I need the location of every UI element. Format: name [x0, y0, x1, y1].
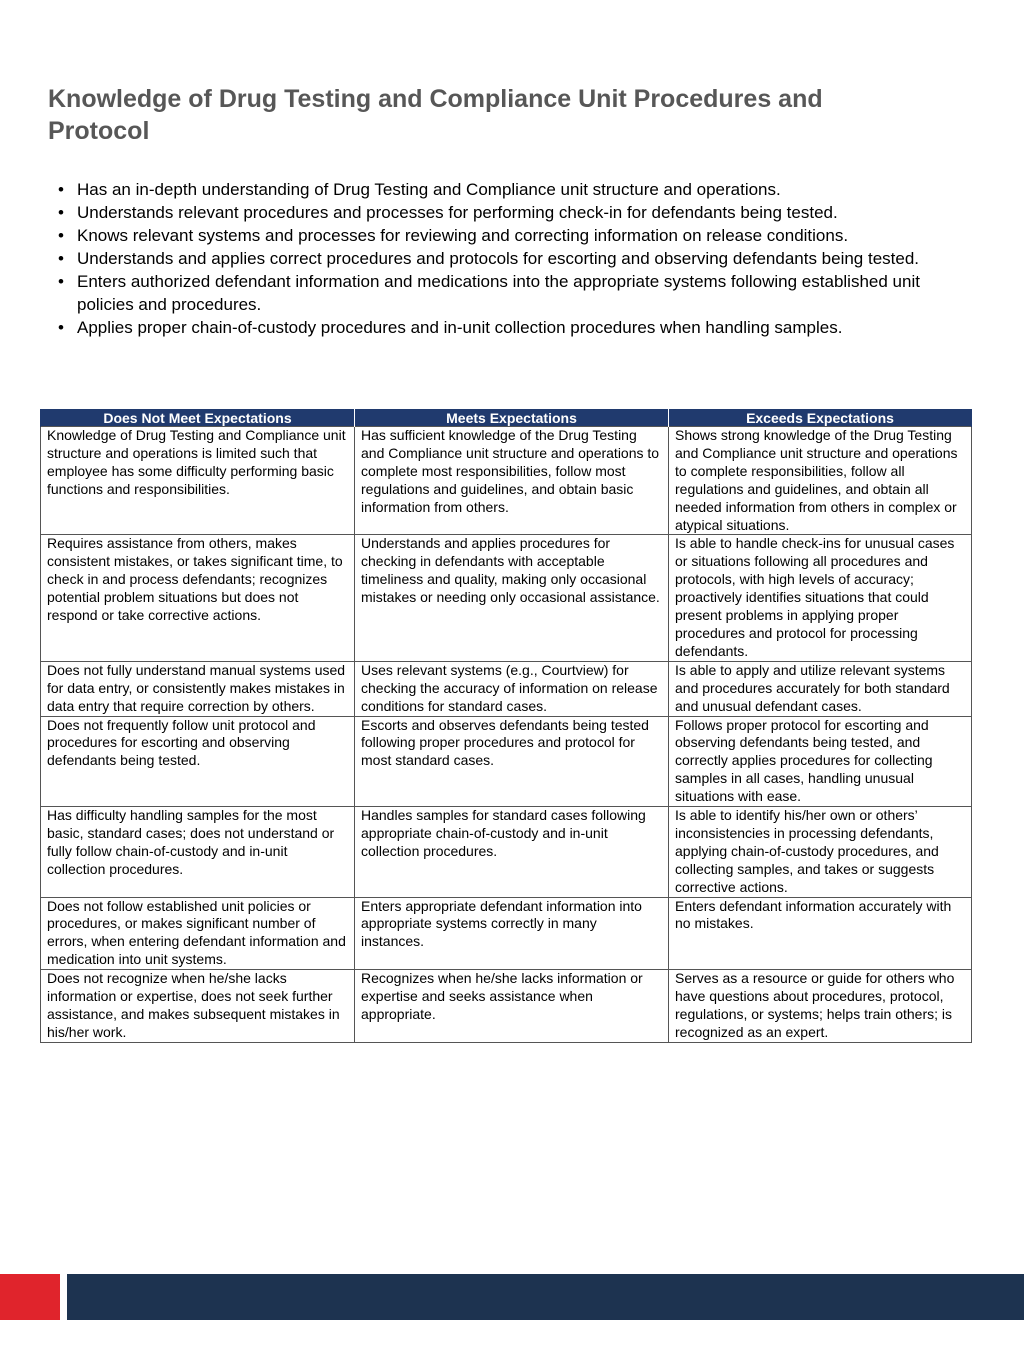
cell-exceeds: Enters defendant information accurately with no mistakes. [669, 897, 972, 970]
table-row [41, 427, 972, 535]
bullet-item [58, 316, 978, 339]
table-row [41, 970, 972, 1043]
header-meets: Meets Expectations [355, 409, 669, 427]
bullet-text: Applies proper chain-of-custody procedures and in-unit collection procedures when handling samples. [77, 318, 843, 337]
cell-does-not-meet: Does not follow established unit policies or procedures, or makes significant number of errors, when entering defendant information and medication into unit systems. [41, 897, 355, 970]
table-header-row [41, 409, 972, 427]
expectations-rubric-table [40, 409, 972, 1043]
bullet-icon: • [58, 318, 64, 337]
cell-meets: Understands and applies procedures for checking in defendants with acceptable timeliness and quality, making only occasional mistakes or needing only occasional assistance. [355, 535, 669, 661]
cell-exceeds: Is able to apply and utilize relevant systems and procedures accurately for both standard and unusual defendant cases. [669, 661, 972, 716]
cell-exceeds: Is able to identify his/her own or others’ inconsistencies in processing defendants, applying chain-of-custody procedures, and collecting samples, and takes or suggests corrective actions. [669, 807, 972, 898]
bullet-item [58, 270, 978, 316]
bullet-item [58, 247, 978, 270]
table-row [41, 807, 972, 898]
cell-exceeds: Follows proper protocol for escorting and observing defendants being tested, and correctly applies procedures for collecting samples in all cases, handling unusual situations with ease. [669, 716, 972, 807]
cell-exceeds: Shows strong knowledge of the Drug Testing and Compliance unit structure and operations to complete responsibilities, follow all regulations and guidelines, and obtain all needed information from others in complex or atypical situations. [669, 427, 972, 535]
cell-does-not-meet: Has difficulty handling samples for the most basic, standard cases; does not understand or fully follow chain-of-custody and in-unit collection procedures. [41, 807, 355, 898]
cell-meets: Enters appropriate defendant information into appropriate systems correctly in many instances. [355, 897, 669, 970]
table-row [41, 716, 972, 807]
bullet-text: Understands relevant procedures and processes for performing check-in for defendants being tested. [77, 203, 838, 222]
cell-does-not-meet: Does not fully understand manual systems used for data entry, or consistently makes mistakes in data entry that require correction by others. [41, 661, 355, 716]
cell-does-not-meet: Requires assistance from others, makes consistent mistakes, or takes significant time, to check in and process defendants; recognizes potential problem situations but does not respond or take corrective actions. [41, 535, 355, 661]
bullet-item [58, 201, 978, 224]
cell-exceeds: Is able to handle check-ins for unusual cases or situations following all procedures and protocols, with high levels of accuracy; proactively identifies situations that could present problems in applying proper procedures and protocol for processing defendants. [669, 535, 972, 661]
cell-meets: Recognizes when he/she lacks information or expertise and seeks assistance when appropriate. [355, 970, 669, 1043]
footer-navy-bar [67, 1274, 1024, 1320]
cell-meets: Escorts and observes defendants being tested following proper procedures and protocol for most standard cases. [355, 716, 669, 807]
bullet-text: Has an in-depth understanding of Drug Testing and Compliance unit structure and operations. [77, 180, 781, 199]
table-row [41, 897, 972, 970]
bullet-item [58, 178, 978, 201]
header-exceeds: Exceeds Expectations [669, 409, 972, 427]
cell-meets: Has sufficient knowledge of the Drug Testing and Compliance unit structure and operations to complete most responsibilities, follow most regulations and guidelines, and obtain basic information from others. [355, 427, 669, 535]
cell-does-not-meet: Knowledge of Drug Testing and Compliance unit structure and operations is limited such that employee has some difficulty performing basic functions and responsibilities. [41, 427, 355, 535]
bullet-icon: • [58, 180, 64, 199]
header-does-not-meet: Does Not Meet Expectations [41, 409, 355, 427]
bullet-text: Understands and applies correct procedures and protocols for escorting and observing defendants being tested. [77, 249, 920, 268]
cell-does-not-meet: Does not recognize when he/she lacks information or expertise, does not seek further assistance, and makes subsequent mistakes in his/her work. [41, 970, 355, 1043]
footer-red-accent-bar [0, 1274, 60, 1320]
cell-meets: Uses relevant systems (e.g., Courtview) for checking the accuracy of information on release conditions for standard cases. [355, 661, 669, 716]
competency-bullet-list [58, 178, 978, 339]
cell-meets: Handles samples for standard cases following appropriate chain-of-custody and in-unit collection procedures. [355, 807, 669, 898]
bullet-text: Enters authorized defendant information and medications into the appropriate systems following established unit policies and procedures. [77, 272, 920, 314]
bullet-icon: • [58, 203, 64, 222]
bullet-item [58, 224, 978, 247]
bullet-icon: • [58, 226, 64, 245]
cell-exceeds: Serves as a resource or guide for others who have questions about procedures, protocol, regulations, or systems; helps train others; is recognized as an expert. [669, 970, 972, 1043]
cell-does-not-meet: Does not frequently follow unit protocol and procedures for escorting and observing defendants being tested. [41, 716, 355, 807]
table-row [41, 535, 972, 661]
bullet-text: Knows relevant systems and processes for reviewing and correcting information on release conditions. [77, 226, 849, 245]
bullet-icon: • [58, 249, 64, 268]
page-title: Knowledge of Drug Testing and Compliance Unit Procedures and Protocol [48, 85, 823, 145]
bullet-icon: • [58, 272, 64, 291]
table-row [41, 661, 972, 716]
